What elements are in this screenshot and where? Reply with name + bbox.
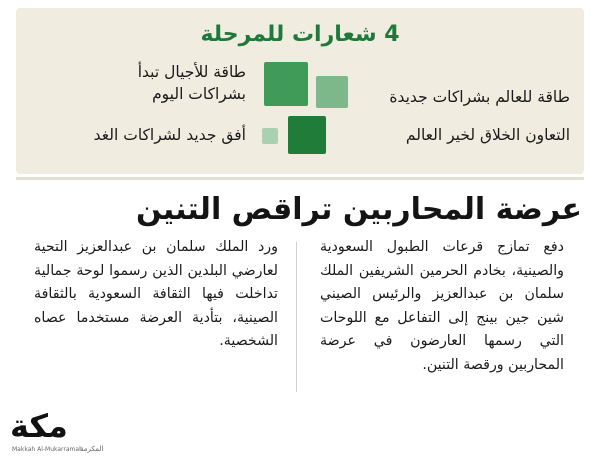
- slogan-square-medium: [316, 76, 348, 108]
- slogan-square-small: [262, 128, 278, 144]
- logo-wordmark: مكة: [10, 407, 68, 445]
- slogan-1-line-2: بشراكات اليوم: [152, 85, 246, 103]
- slogan-square-dark: [288, 116, 326, 154]
- article-headline: عرضة المحاربين تراقص التنين: [135, 192, 582, 227]
- section-divider: [16, 177, 584, 180]
- makkah-logo: [10, 408, 138, 454]
- slogan-3: التعاون الخلاق لخير العالم: [405, 126, 570, 144]
- slogans-box: [16, 8, 584, 174]
- slogan-1-line-1: طاقة للأجيال تبدأ: [137, 63, 246, 81]
- slogan-square-large: [264, 62, 308, 106]
- article-column-right: دفع تمازج قرعات الطبول السعودية والصينية، بخادم الحرمين الشريفين الملك سلمان بن عبدالعزيز والرئيس الصيني شين جين بينج إلى التفاعل مع اللوحات التي رسمها العارضون في عرضة المحاربين ورقصة التنين.: [320, 239, 564, 373]
- column-rule: [296, 242, 297, 392]
- article-column-left: ورد الملك سلمان بن عبدالعزيز التحية لعارضي البلدين الذين رسموا لوحة جمالية تداخلت فيها الثقافة السعودية بالثقافة الصينية، بتأدية العرضة مستخدما عصاه الشخصية.: [34, 239, 278, 349]
- slogan-4: أفق جديد لشراكات الغد: [93, 126, 246, 144]
- logo-subtitle-en: Makkah Al-Mukarramah: [12, 446, 83, 453]
- logo-subtitle-ar: المكرمة: [80, 445, 104, 453]
- slogan-2: طاقة للعالم بشراكات جديدة: [389, 88, 570, 106]
- slogans-box-title: 4 شعارات للمرحلة: [200, 22, 400, 47]
